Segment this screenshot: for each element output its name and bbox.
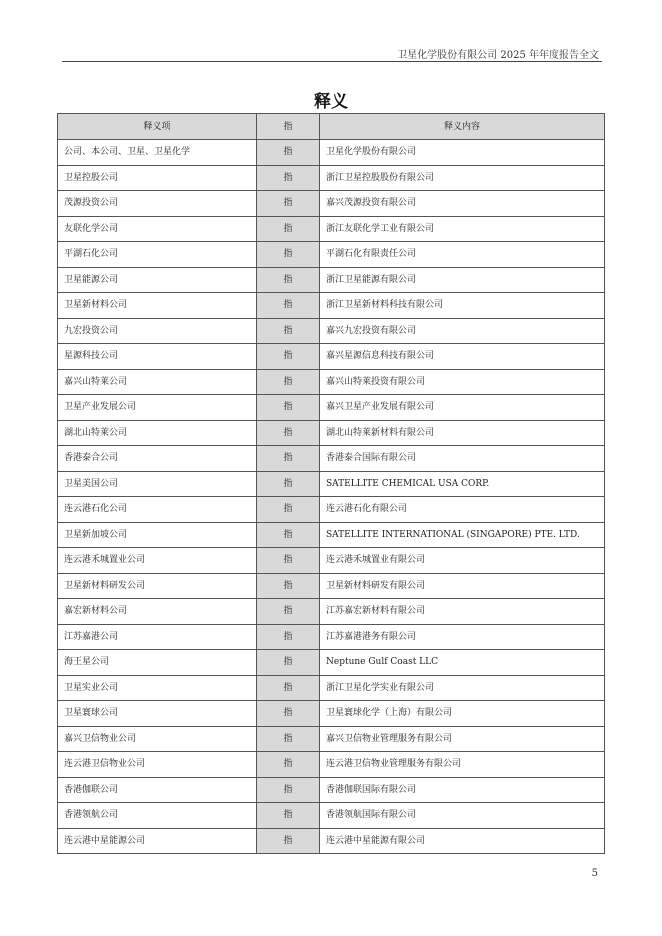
zhi-cell: 指 xyxy=(257,624,320,650)
meaning-cell: 江苏嘉宏新材料有限公司 xyxy=(320,599,605,625)
table-header-row xyxy=(58,114,605,140)
meaning-cell: SATELLITE CHEMICAL USA CORP. xyxy=(320,471,605,497)
table-row xyxy=(58,828,605,854)
term-cell: 卫星产业发展公司 xyxy=(58,395,257,421)
zhi-cell: 指 xyxy=(257,420,320,446)
term-cell: 香港伽联公司 xyxy=(58,777,257,803)
zhi-cell: 指 xyxy=(257,216,320,242)
term-cell: 星源科技公司 xyxy=(58,344,257,370)
meaning-cell: 嘉兴卫星产业发展有限公司 xyxy=(320,395,605,421)
meaning-cell: 香港领航国际有限公司 xyxy=(320,803,605,829)
zhi-cell: 指 xyxy=(257,344,320,370)
term-cell: 嘉宏新材料公司 xyxy=(58,599,257,625)
term-cell: 嘉兴卫信物业公司 xyxy=(58,726,257,752)
zhi-cell: 指 xyxy=(257,828,320,854)
term-cell: 九宏投资公司 xyxy=(58,318,257,344)
table-row xyxy=(58,675,605,701)
zhi-cell: 指 xyxy=(257,267,320,293)
table-row xyxy=(58,471,605,497)
term-cell: 连云港中星能源公司 xyxy=(58,828,257,854)
meaning-cell: 浙江卫星化学实业有限公司 xyxy=(320,675,605,701)
term-cell: 江苏嘉港公司 xyxy=(58,624,257,650)
zhi-cell: 指 xyxy=(257,191,320,217)
meaning-cell: 江苏嘉港港务有限公司 xyxy=(320,624,605,650)
table-row xyxy=(58,318,605,344)
zhi-cell: 指 xyxy=(257,548,320,574)
term-cell: 嘉兴山特莱公司 xyxy=(58,369,257,395)
zhi-cell: 指 xyxy=(257,369,320,395)
meaning-cell: 卫星寰球化学（上海）有限公司 xyxy=(320,701,605,727)
term-cell: 平湖石化公司 xyxy=(58,242,257,268)
meaning-cell: 连云港禾城置业有限公司 xyxy=(320,548,605,574)
zhi-cell: 指 xyxy=(257,803,320,829)
table-row xyxy=(58,140,605,166)
term-cell: 湖北山特莱公司 xyxy=(58,420,257,446)
table-row xyxy=(58,599,605,625)
table-row xyxy=(58,216,605,242)
zhi-cell: 指 xyxy=(257,471,320,497)
report-header: 卫星化学股份有限公司 2025 年年度报告全文 xyxy=(397,50,599,61)
table-row xyxy=(58,191,605,217)
zhi-cell: 指 xyxy=(257,140,320,166)
table-row xyxy=(58,344,605,370)
meaning-cell: 连云港中星能源有限公司 xyxy=(320,828,605,854)
meaning-cell: 连云港石化有限公司 xyxy=(320,497,605,523)
zhi-cell: 指 xyxy=(257,599,320,625)
term-cell: 香港泰合公司 xyxy=(58,446,257,472)
page-number: 5 xyxy=(591,868,598,879)
header-divider xyxy=(62,61,602,62)
term-cell: 卫星新材料公司 xyxy=(58,293,257,319)
zhi-cell: 指 xyxy=(257,701,320,727)
meaning-cell: 平湖石化有限责任公司 xyxy=(320,242,605,268)
column-header-term: 释义项 xyxy=(58,114,257,140)
table-row xyxy=(58,548,605,574)
zhi-cell: 指 xyxy=(257,318,320,344)
zhi-cell: 指 xyxy=(257,165,320,191)
meaning-cell: 嘉兴卫信物业管理服务有限公司 xyxy=(320,726,605,752)
table-row xyxy=(58,752,605,778)
zhi-cell: 指 xyxy=(257,395,320,421)
zhi-cell: 指 xyxy=(257,522,320,548)
meaning-cell: 连云港卫信物业管理服务有限公司 xyxy=(320,752,605,778)
table-row xyxy=(58,267,605,293)
table-row xyxy=(58,420,605,446)
zhi-cell: 指 xyxy=(257,242,320,268)
table-row xyxy=(58,293,605,319)
term-cell: 卫星寰球公司 xyxy=(58,701,257,727)
term-cell: 卫星控股公司 xyxy=(58,165,257,191)
meaning-cell: 浙江卫星新材料科技有限公司 xyxy=(320,293,605,319)
table-row xyxy=(58,803,605,829)
meaning-cell: 嘉兴星源信息科技有限公司 xyxy=(320,344,605,370)
table-body xyxy=(58,140,605,854)
term-cell: 公司、本公司、卫星、卫星化学 xyxy=(58,140,257,166)
term-cell: 连云港卫信物业公司 xyxy=(58,752,257,778)
table-row xyxy=(58,522,605,548)
table-row xyxy=(58,446,605,472)
meaning-cell: Neptune Gulf Coast LLC xyxy=(320,650,605,676)
zhi-cell: 指 xyxy=(257,650,320,676)
term-cell: 卫星实业公司 xyxy=(58,675,257,701)
column-header-meaning: 释义内容 xyxy=(320,114,605,140)
meaning-cell: 嘉兴山特莱投资有限公司 xyxy=(320,369,605,395)
zhi-cell: 指 xyxy=(257,293,320,319)
table-row xyxy=(58,701,605,727)
meaning-cell: 香港伽联国际有限公司 xyxy=(320,777,605,803)
table-row xyxy=(58,777,605,803)
term-cell: 茂源投资公司 xyxy=(58,191,257,217)
zhi-cell: 指 xyxy=(257,497,320,523)
meaning-cell: 香港泰合国际有限公司 xyxy=(320,446,605,472)
term-cell: 卫星新加坡公司 xyxy=(58,522,257,548)
table-row xyxy=(58,165,605,191)
definitions-table xyxy=(57,113,605,854)
meaning-cell: 嘉兴九宏投资有限公司 xyxy=(320,318,605,344)
table-row xyxy=(58,573,605,599)
meaning-cell: SATELLITE INTERNATIONAL (SINGAPORE) PTE. LTD. xyxy=(320,522,605,548)
meaning-cell: 浙江友联化学工业有限公司 xyxy=(320,216,605,242)
meaning-cell: 嘉兴茂源投资有限公司 xyxy=(320,191,605,217)
table-row xyxy=(58,624,605,650)
zhi-cell: 指 xyxy=(257,573,320,599)
zhi-cell: 指 xyxy=(257,726,320,752)
zhi-cell: 指 xyxy=(257,446,320,472)
term-cell: 卫星新材料研发公司 xyxy=(58,573,257,599)
term-cell: 连云港石化公司 xyxy=(58,497,257,523)
page-title: 释义 xyxy=(314,92,348,112)
term-cell: 卫星美国公司 xyxy=(58,471,257,497)
meaning-cell: 湖北山特莱新材料有限公司 xyxy=(320,420,605,446)
term-cell: 连云港禾城置业公司 xyxy=(58,548,257,574)
zhi-cell: 指 xyxy=(257,752,320,778)
table-row xyxy=(58,497,605,523)
meaning-cell: 浙江卫星能源有限公司 xyxy=(320,267,605,293)
table-row xyxy=(58,242,605,268)
table-row xyxy=(58,369,605,395)
meaning-cell: 卫星新材料研发有限公司 xyxy=(320,573,605,599)
zhi-cell: 指 xyxy=(257,675,320,701)
table-row xyxy=(58,395,605,421)
term-cell: 海王星公司 xyxy=(58,650,257,676)
table-row xyxy=(58,726,605,752)
meaning-cell: 浙江卫星控股股份有限公司 xyxy=(320,165,605,191)
term-cell: 香港领航公司 xyxy=(58,803,257,829)
term-cell: 友联化学公司 xyxy=(58,216,257,242)
zhi-cell: 指 xyxy=(257,777,320,803)
column-header-zhi: 指 xyxy=(257,114,320,140)
table-row xyxy=(58,650,605,676)
term-cell: 卫星能源公司 xyxy=(58,267,257,293)
meaning-cell: 卫星化学股份有限公司 xyxy=(320,140,605,166)
